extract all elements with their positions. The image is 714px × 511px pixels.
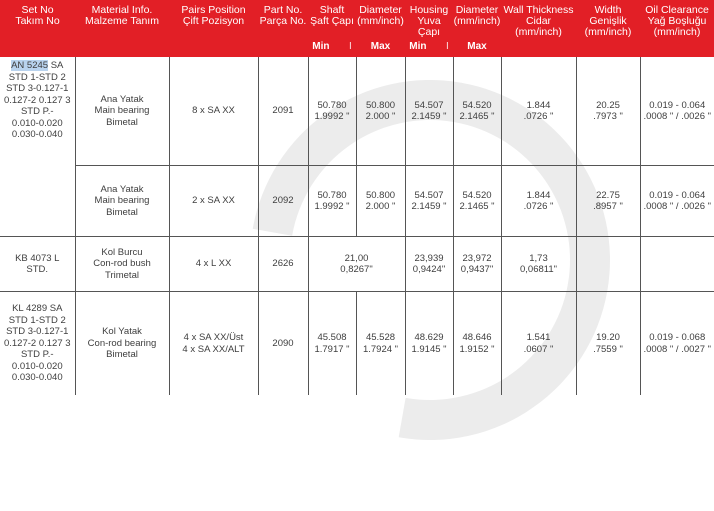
wall-cell: 1.541 .0607 " [501, 292, 576, 396]
wall-cell: 1.844 .0726 " [501, 166, 576, 237]
pairs-cell: 2 x SA XX [169, 166, 258, 237]
table-row [0, 166, 714, 237]
housing-max-cell: 54.520 2.1465 " [453, 166, 501, 237]
set-no-cell: KB 4073 L STD. [0, 237, 75, 292]
housing-min-cell: 48.629 1.9145 " [405, 292, 453, 396]
shaft-max-cell: 50.800 2.000 " [356, 166, 405, 237]
oil-cell [640, 237, 714, 292]
pairs-cell: 4 x L XX [169, 237, 258, 292]
header-shaft-min: Min I [308, 41, 356, 57]
set-no-cell: AN 5245 SA STD 1-STD 2 STD 3-0.127-1 0.127-2 0.127 3 STD P.- 0.010-0.020 0.030-0.040 [0, 57, 75, 237]
wall-cell: 1.844 .0726 " [501, 57, 576, 166]
header-width: Width Genişlik (mm/inch) [576, 0, 640, 57]
header-wall-thickness: Wall Thickness Cidar (mm/inch) [501, 0, 576, 57]
oil-cell: 0.019 - 0.068 .0008 " / .0027 " [643, 332, 711, 355]
pairs-cell: 4 x SA XX/Üst 4 x SA XX/ALT [169, 292, 258, 396]
housing-max-cell: 23,972 0,9437" [453, 237, 501, 292]
header-housing: Housing Yuva Çapı [405, 0, 453, 41]
header-pairs-position: Pairs Position Çift Pozisyon [169, 0, 258, 41]
shaft-merged-cell: 21,00 0,8267" [308, 237, 405, 292]
shaft-max-cell: 45.528 1.7924 " [356, 292, 405, 396]
housing-max-cell: 54.520 2.1465 " [453, 57, 501, 166]
header-shaft-diameter: Diameter (mm/inch) [356, 0, 405, 41]
oil-cell: 0.019 - 0.064 .0008 " / .0026 " [640, 57, 714, 166]
pairs-cell: 8 x SA XX [169, 57, 258, 166]
shaft-max-cell: 50.800 2.000 " [356, 57, 405, 166]
housing-max-cell: 48.646 1.9152 " [453, 292, 501, 396]
header-shaft: Shaft Şaft Çapı [308, 0, 356, 41]
header-row [0, 0, 714, 41]
header-housing-diameter: Diameter (mm/inch) [453, 0, 501, 41]
material-cell: Ana Yatak Main bearing Bimetal [75, 57, 169, 166]
set-no-cell: KL 4289 SA STD 1-STD 2 STD 3-0.127-1 0.127-2 0.127 3 STD P.- 0.010-0.020 0.030-0.040 [0, 292, 75, 396]
width-cell: 22.75 .8957 " [576, 166, 640, 237]
width-cell: 19.20 .7559 " [576, 292, 640, 396]
wall-cell: 1,73 0,06811" [501, 237, 576, 292]
housing-min-cell: 54.507 2.1459 " [405, 57, 453, 166]
part-no-cell: 2090 [258, 292, 308, 396]
header-oil-clearance: Oil Clearance Yağ Boşluğu (mm/inch) [640, 0, 714, 57]
oil-cell: 0.019 - 0.064 .0008 " / .0026 " [640, 166, 714, 237]
table-row [0, 292, 714, 396]
material-cell: Kol Yatak Con-rod bearing Bimetal [75, 292, 169, 396]
header-sub-empty-3 [169, 41, 258, 57]
header-shaft-max: Max [356, 41, 405, 57]
material-cell: Kol Burcu Con-rod bush Trimetal [75, 237, 169, 292]
material-cell: Ana Yatak Main bearing Bimetal [75, 166, 169, 237]
width-cell [576, 237, 640, 292]
header-material: Material Info. Malzeme Tanım [75, 0, 169, 41]
header-sub-empty-1 [0, 41, 75, 57]
shaft-min-cell: 45.508 1.7917 " [308, 292, 356, 396]
header-sub-empty-4 [258, 41, 308, 57]
header-housing-min: Min I [405, 41, 453, 57]
shaft-min-cell: 50.780 1.9992 " [308, 57, 356, 166]
housing-min-cell: 23,939 0,9424" [405, 237, 453, 292]
part-no-cell: 2092 [258, 166, 308, 237]
width-cell: 20.25 .7973 " [576, 57, 640, 166]
table-row [0, 57, 714, 166]
part-no-cell: 2091 [258, 57, 308, 166]
header-part-no: Part No. Parça No. [258, 0, 308, 41]
header-set-no: Set No Takım No [0, 0, 75, 41]
shaft-min-cell: 50.780 1.9992 " [308, 166, 356, 237]
housing-min-cell: 54.507 2.1459 " [405, 166, 453, 237]
table-row [0, 237, 714, 292]
header-housing-max: Max [453, 41, 501, 57]
header-sub-empty-2 [75, 41, 169, 57]
part-no-cell: 2626 [258, 237, 308, 292]
